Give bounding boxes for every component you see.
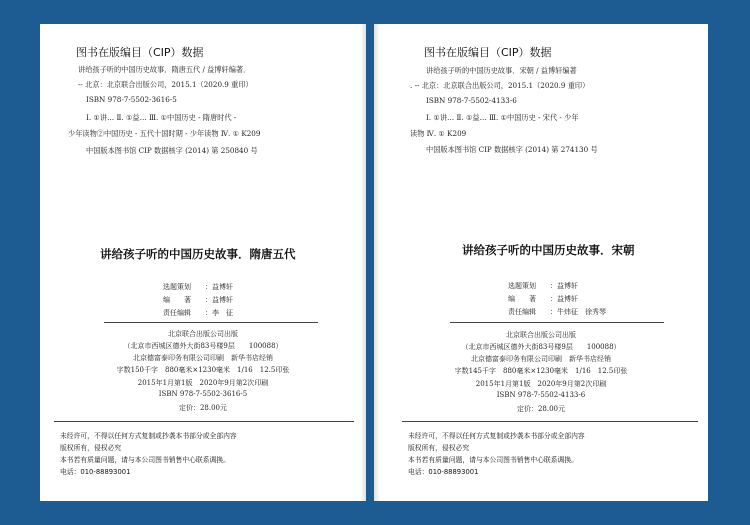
divider-line [104,322,318,323]
cip-line: 少年读物②中国历史 - 五代十国时期 - 少年读物 Ⅳ. ① K209 [68,129,261,138]
divider-line [450,322,664,323]
price-line: 定价：28.00元 [516,405,566,413]
gutter-shadow [374,24,380,501]
credit-value: 益博轩 [557,282,578,290]
credit-row: 责任编辑 ：牛炜征 徐秀琴 [508,308,606,316]
cip-line: . -- 北京：北京联合出版公司，2015.1（2020.9 重印） [410,81,590,90]
cip-line: 讲给孩子听的中国历史故事．宋朝 / 益博轩编著 [426,66,577,75]
divider-line [402,421,698,422]
notice-line: 本书若有质量问题，请与本公司图书销售中心联系调换。 [408,456,578,464]
book-title: 讲给孩子听的中国历史故事．隋唐五代 [100,247,296,261]
divider-line [54,421,354,422]
notice-line: 未经许可，不得以任何方式复制或抄袭本书部分或全部内容 [60,432,237,440]
credit-label: 编 著 [163,296,191,304]
publisher-line: 字数150千字 880毫米×1230毫米 1/16 12.5印张 [116,366,290,374]
cip-line: ISBN 978-7-5502-4133-6 [426,96,517,105]
cip-title: 图书在版编目（CIP）数据 [424,46,552,59]
book-title: 讲给孩子听的中国历史故事．宋朝 [462,243,635,257]
publisher-line: （北京市西城区德外大街83号楼9层 100088） [461,343,621,351]
credit-label: 责任编辑 [163,309,191,317]
cip-line: Ⅰ. ①讲… Ⅱ. ①益… Ⅲ. ①中国历史 - 宋代 - 少年 [426,113,579,122]
cip-title: 图书在版编目（CIP）数据 [76,46,204,59]
publisher-line: ISBN 978-7-5502-4133-6 [496,391,586,399]
credit-value: 益博轩 [557,295,578,303]
credit-row: 编 著 ：益博轩 [163,296,233,304]
publisher-line: 北京德富泰印务有限公司印刷 新华书店经销 [133,354,273,362]
publisher-line: 2015年1月第1版 2020年9月第2次印刷 [475,380,607,388]
notice-line: 本书若有质量问题，请与本公司图书销售中心联系调换。 [60,456,230,464]
credit-row: 选题策划 ：益博轩 [163,283,233,291]
credit-value: 李 征 [212,309,233,317]
notice-line: 未经许可，不得以任何方式复制或抄袭本书部分或全部内容 [408,432,585,440]
left-page [40,24,366,501]
price-line: 定价：28.00元 [178,404,228,412]
credit-label: 责任编辑 [508,308,536,316]
publisher-line: 北京德富泰印务有限公司印刷 新华书店经销 [471,355,611,363]
credit-row: 编 著 ：益博轩 [508,295,578,303]
cip-line: 中国版本图书馆 CIP 数据核字 (2014) 第 250840 号 [86,146,258,155]
credit-value: 益博轩 [212,283,233,291]
notice-line: 版权所有，侵权必究 [60,444,122,452]
credit-label: 编 著 [508,295,536,303]
credit-row: 选题策划 ：益博轩 [508,282,578,290]
credit-label: 选题策划 [508,282,536,290]
publisher-line: 北京联合出版公司出版 [506,331,576,339]
phone-line: 电话：010-88893001 [408,468,479,476]
cip-line: ISBN 978-7-5502-3616-5 [86,95,177,104]
publisher-line: 字数145千字 880毫米×1230毫米 1/16 12.5印张 [454,367,628,375]
credit-value: 牛炜征 徐秀琴 [557,308,606,316]
right-page [374,24,708,501]
publisher-line: ISBN 978-7-5502-3616-5 [158,390,248,398]
credit-value: 益博轩 [212,296,233,304]
phone-line: 电话：010-88893001 [60,468,131,476]
publisher-line: 北京联合出版公司出版 [168,330,238,338]
gutter-shadow [360,24,366,501]
cip-line: -- 北京：北京联合出版公司，2015.1（2020.9 重印） [78,80,253,89]
cip-line: 中国版本图书馆 CIP 数据核字 (2014) 第 274130 号 [426,145,598,154]
publisher-line: 2015年1月第1版 2020年9月第2次印刷 [137,379,269,387]
cip-line: 读物 Ⅳ. ① K209 [410,129,467,138]
credit-label: 选题策划 [163,283,191,291]
cip-line: 讲给孩子听的中国历史故事．隋唐五代 / 益博轩编著． [78,65,251,74]
cip-line: Ⅰ. ①讲… Ⅱ. ①益… Ⅲ. ①中国历史 - 隋唐时代 - [86,113,237,122]
credit-row: 责任编辑 ：李 征 [163,309,233,317]
publisher-line: （北京市西城区德外大街83号楼9层 100088） [123,342,283,350]
notice-line: 版权所有，侵权必究 [408,444,470,452]
